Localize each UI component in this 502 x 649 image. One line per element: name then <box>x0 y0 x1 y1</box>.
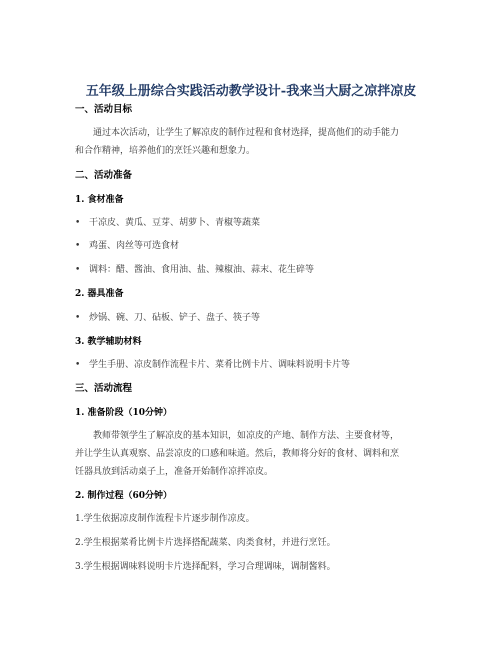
bullet-icon: • <box>75 360 81 370</box>
subheading-prep-stage: 1. 准备阶段（10分钟） <box>75 408 173 418</box>
subheading-utensils: 2. 器具准备 <box>75 289 124 299</box>
list-item-text: 炒锅、碗、刀、砧板、铲子、盘子、筷子等 <box>89 313 261 323</box>
subheading-ingredients: 1. 食材准备 <box>75 195 124 205</box>
list-item-text: 鸡蛋、肉丝等可选食材 <box>89 241 180 251</box>
step-item: 2.学生根据菜肴比例卡片选择搭配蔬菜、肉类食材，并进行烹饪。 <box>75 538 336 548</box>
list-item <box>75 264 314 276</box>
section-heading-process: 三、活动流程 <box>75 383 133 394</box>
list-item-text: 调料：醋、酱油、食用油、盐、辣椒油、蒜末、花生碎等 <box>89 265 315 275</box>
paragraph-line: 通过本次活动，让学生了解凉皮的制作过程和食材选择，提高他们的动手能力 <box>93 128 400 138</box>
paragraph-line: 和合作精神，培养他们的烹饪兴趣和想象力。 <box>75 146 256 156</box>
bullet-icon: • <box>75 313 81 323</box>
paragraph-line: 并让学生认真观察、品尝凉皮的口感和味道。然后，教师将分好的食材、调料和烹 <box>75 449 400 459</box>
bullet-icon: • <box>75 241 81 251</box>
list-item <box>75 240 179 252</box>
list-item <box>75 217 260 229</box>
step-item: 1.学生依据凉皮制作流程卡片逐步制作凉皮。 <box>75 514 255 524</box>
list-item-text: 干凉皮、黄瓜、豆芽、胡萝卜、青椒等蔬菜 <box>89 218 261 228</box>
subheading-making-process: 2. 制作过程（60分钟） <box>75 491 173 501</box>
paragraph-line: 教师带领学生了解凉皮的基本知识，如凉皮的产地、制作方法、主要食材等， <box>93 431 400 441</box>
bullet-icon: • <box>75 218 81 228</box>
subheading-teaching-materials: 3. 教学辅助材料 <box>75 337 142 347</box>
section-heading-preparation: 二、活动准备 <box>75 170 133 181</box>
document-title: 五年级上册综合实践活动教学设计-我来当大厨之凉拌凉皮 <box>85 84 417 99</box>
section-heading-goals: 一、活动目标 <box>75 104 133 115</box>
list-item <box>75 312 260 324</box>
list-item <box>75 359 350 371</box>
paragraph-line: 饪器具放到活动桌子上，准备开始制作凉拌凉皮。 <box>75 467 274 477</box>
bullet-icon: • <box>75 265 81 275</box>
step-item: 3.学生根据调味料说明卡片选择配料，学习合理调味，调制酱料。 <box>75 562 336 572</box>
list-item-text: 学生手册、凉皮制作流程卡片、菜肴比例卡片、调味料说明卡片等 <box>89 360 351 370</box>
